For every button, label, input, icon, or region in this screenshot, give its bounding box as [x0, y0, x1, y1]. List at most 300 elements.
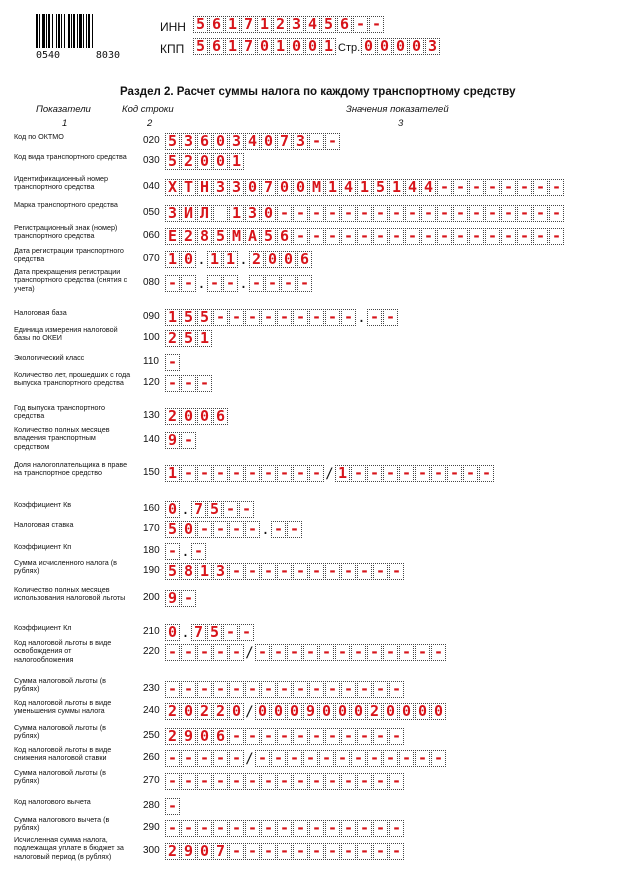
- char-cell[interactable]: -: [353, 16, 368, 33]
- char-cell[interactable]: -: [517, 205, 532, 222]
- char-cell[interactable]: -: [229, 843, 244, 860]
- char-cell[interactable]: -: [245, 843, 260, 860]
- char-cell[interactable]: 2: [181, 153, 196, 170]
- char-cell[interactable]: 7: [261, 179, 276, 196]
- char-cell[interactable]: -: [239, 501, 254, 518]
- row-value-field[interactable]: [165, 408, 229, 425]
- char-cell[interactable]: -: [213, 820, 228, 837]
- char-cell[interactable]: -: [265, 275, 280, 292]
- char-cell[interactable]: -: [309, 728, 324, 745]
- char-cell[interactable]: -: [181, 465, 196, 482]
- char-cell[interactable]: -: [165, 681, 180, 698]
- char-cell[interactable]: 5: [181, 330, 196, 347]
- row-value-field[interactable]: [165, 728, 405, 745]
- row-value-field[interactable]: [165, 681, 405, 698]
- char-cell[interactable]: 9: [165, 590, 180, 607]
- char-cell[interactable]: 0: [197, 728, 212, 745]
- char-cell[interactable]: 1: [257, 16, 272, 33]
- char-cell[interactable]: -: [325, 820, 340, 837]
- row-value-field[interactable]: [165, 703, 447, 720]
- char-cell[interactable]: 1: [335, 465, 350, 482]
- char-cell[interactable]: -: [373, 681, 388, 698]
- char-cell[interactable]: -: [191, 543, 206, 560]
- char-cell[interactable]: -: [309, 133, 324, 150]
- char-cell[interactable]: -: [239, 624, 254, 641]
- char-cell[interactable]: 6: [277, 228, 292, 245]
- char-cell[interactable]: 0: [415, 703, 430, 720]
- char-cell[interactable]: 1: [357, 179, 372, 196]
- char-cell[interactable]: 0: [181, 408, 196, 425]
- char-cell[interactable]: -: [325, 309, 340, 326]
- char-cell[interactable]: -: [165, 750, 180, 767]
- row-value-field[interactable]: [165, 521, 303, 538]
- row-value-field[interactable]: [165, 205, 565, 222]
- char-cell[interactable]: 0: [289, 38, 304, 55]
- char-cell[interactable]: -: [351, 644, 366, 661]
- char-cell[interactable]: 3: [213, 563, 228, 580]
- char-cell[interactable]: -: [309, 228, 324, 245]
- char-cell[interactable]: -: [261, 563, 276, 580]
- char-cell[interactable]: -: [277, 309, 292, 326]
- char-cell[interactable]: -: [437, 228, 452, 245]
- char-cell[interactable]: 5: [181, 309, 196, 326]
- char-cell[interactable]: -: [165, 543, 180, 560]
- char-cell[interactable]: -: [373, 728, 388, 745]
- char-cell[interactable]: -: [517, 228, 532, 245]
- char-cell[interactable]: 0: [287, 703, 302, 720]
- char-cell[interactable]: -: [373, 843, 388, 860]
- char-cell[interactable]: 4: [245, 133, 260, 150]
- char-cell[interactable]: 0: [181, 251, 196, 268]
- char-cell[interactable]: -: [293, 205, 308, 222]
- char-cell[interactable]: -: [165, 820, 180, 837]
- char-cell[interactable]: 1: [197, 563, 212, 580]
- char-cell[interactable]: 1: [165, 309, 180, 326]
- char-cell[interactable]: -: [229, 521, 244, 538]
- char-cell[interactable]: -: [213, 750, 228, 767]
- char-cell[interactable]: -: [453, 179, 468, 196]
- char-cell[interactable]: -: [373, 773, 388, 790]
- char-cell[interactable]: 2: [165, 408, 180, 425]
- char-cell[interactable]: 3: [229, 133, 244, 150]
- char-cell[interactable]: -: [197, 465, 212, 482]
- char-cell[interactable]: 2: [273, 16, 288, 33]
- char-cell[interactable]: 0: [383, 703, 398, 720]
- char-cell[interactable]: -: [297, 275, 312, 292]
- char-cell[interactable]: -: [223, 624, 238, 641]
- char-cell[interactable]: 7: [191, 624, 206, 641]
- char-cell[interactable]: -: [181, 590, 196, 607]
- char-cell[interactable]: -: [261, 773, 276, 790]
- row-value-field[interactable]: [165, 644, 447, 661]
- char-cell[interactable]: -: [165, 275, 180, 292]
- char-cell[interactable]: -: [277, 205, 292, 222]
- char-cell[interactable]: 0: [197, 408, 212, 425]
- row-value-field[interactable]: [165, 153, 245, 170]
- char-cell[interactable]: -: [405, 228, 420, 245]
- char-cell[interactable]: -: [207, 275, 222, 292]
- char-cell[interactable]: -: [399, 465, 414, 482]
- row-value-field[interactable]: [165, 798, 181, 815]
- char-cell[interactable]: 0: [431, 703, 446, 720]
- char-cell[interactable]: -: [373, 228, 388, 245]
- char-cell[interactable]: -: [367, 465, 382, 482]
- char-cell[interactable]: -: [415, 644, 430, 661]
- char-cell[interactable]: -: [229, 681, 244, 698]
- char-cell[interactable]: 5: [373, 179, 388, 196]
- char-cell[interactable]: -: [261, 843, 276, 860]
- char-cell[interactable]: 6: [209, 38, 224, 55]
- char-cell[interactable]: 4: [421, 179, 436, 196]
- char-cell[interactable]: 1: [165, 251, 180, 268]
- char-cell[interactable]: -: [181, 750, 196, 767]
- char-cell[interactable]: -: [341, 843, 356, 860]
- char-cell[interactable]: -: [325, 681, 340, 698]
- char-cell[interactable]: -: [341, 681, 356, 698]
- char-cell[interactable]: 3: [245, 205, 260, 222]
- char-cell[interactable]: 2: [165, 843, 180, 860]
- char-cell[interactable]: 0: [271, 703, 286, 720]
- row-value-field[interactable]: [165, 228, 565, 245]
- char-cell[interactable]: 0: [281, 251, 296, 268]
- char-cell[interactable]: -: [277, 773, 292, 790]
- char-cell[interactable]: -: [309, 773, 324, 790]
- char-cell[interactable]: 0: [213, 153, 228, 170]
- char-cell[interactable]: -: [437, 205, 452, 222]
- char-cell[interactable]: 0: [245, 179, 260, 196]
- char-cell[interactable]: -: [415, 750, 430, 767]
- char-cell[interactable]: -: [431, 644, 446, 661]
- char-cell[interactable]: -: [181, 820, 196, 837]
- char-cell[interactable]: -: [293, 728, 308, 745]
- char-cell[interactable]: 2: [249, 251, 264, 268]
- char-cell[interactable]: -: [223, 275, 238, 292]
- char-cell[interactable]: [213, 205, 228, 222]
- char-cell[interactable]: -: [389, 563, 404, 580]
- char-cell[interactable]: -: [383, 309, 398, 326]
- char-cell[interactable]: -: [255, 644, 270, 661]
- char-cell[interactable]: 3: [181, 133, 196, 150]
- row-value-field[interactable]: [165, 179, 565, 196]
- char-cell[interactable]: З: [165, 205, 180, 222]
- char-cell[interactable]: 1: [325, 179, 340, 196]
- char-cell[interactable]: -: [287, 750, 302, 767]
- char-cell[interactable]: -: [277, 820, 292, 837]
- char-cell[interactable]: -: [249, 275, 264, 292]
- char-cell[interactable]: -: [261, 681, 276, 698]
- char-cell[interactable]: -: [229, 644, 244, 661]
- char-cell[interactable]: -: [357, 228, 372, 245]
- char-cell[interactable]: -: [245, 773, 260, 790]
- char-cell[interactable]: -: [389, 843, 404, 860]
- char-cell[interactable]: -: [501, 179, 516, 196]
- char-cell[interactable]: -: [463, 465, 478, 482]
- char-cell[interactable]: -: [485, 205, 500, 222]
- char-cell[interactable]: -: [389, 205, 404, 222]
- char-cell[interactable]: 5: [165, 563, 180, 580]
- char-cell[interactable]: -: [341, 309, 356, 326]
- char-cell[interactable]: 3: [229, 179, 244, 196]
- char-cell[interactable]: 1: [229, 153, 244, 170]
- char-cell[interactable]: И: [181, 205, 196, 222]
- char-cell[interactable]: 9: [181, 728, 196, 745]
- char-cell[interactable]: -: [181, 644, 196, 661]
- row-value-field[interactable]: [165, 624, 255, 641]
- char-cell[interactable]: -: [453, 205, 468, 222]
- char-cell[interactable]: 5: [207, 501, 222, 518]
- char-cell[interactable]: -: [373, 205, 388, 222]
- char-cell[interactable]: -: [277, 728, 292, 745]
- char-cell[interactable]: -: [517, 179, 532, 196]
- char-cell[interactable]: 0: [165, 624, 180, 641]
- char-cell[interactable]: -: [309, 843, 324, 860]
- char-cell[interactable]: -: [533, 205, 548, 222]
- char-cell[interactable]: 1: [389, 179, 404, 196]
- char-cell[interactable]: -: [357, 843, 372, 860]
- char-cell[interactable]: -: [399, 644, 414, 661]
- char-cell[interactable]: 5: [207, 624, 222, 641]
- char-cell[interactable]: 5: [193, 38, 208, 55]
- char-cell[interactable]: 1: [229, 205, 244, 222]
- row-value-field[interactable]: [165, 773, 405, 790]
- char-cell[interactable]: 1: [165, 465, 180, 482]
- row-value-field[interactable]: [165, 563, 405, 580]
- char-cell[interactable]: -: [229, 563, 244, 580]
- char-cell[interactable]: -: [325, 563, 340, 580]
- char-cell[interactable]: -: [335, 644, 350, 661]
- char-cell[interactable]: 6: [297, 251, 312, 268]
- char-cell[interactable]: 1: [273, 38, 288, 55]
- char-cell[interactable]: -: [341, 773, 356, 790]
- row-value-field[interactable]: [165, 501, 255, 518]
- char-cell[interactable]: -: [351, 750, 366, 767]
- char-cell[interactable]: A: [245, 228, 260, 245]
- char-cell[interactable]: 0: [377, 38, 392, 55]
- char-cell[interactable]: -: [229, 728, 244, 745]
- char-cell[interactable]: 0: [335, 703, 350, 720]
- char-cell[interactable]: -: [389, 773, 404, 790]
- char-cell[interactable]: 0: [319, 703, 334, 720]
- char-cell[interactable]: -: [245, 309, 260, 326]
- char-cell[interactable]: 2: [197, 703, 212, 720]
- row-value-field[interactable]: [165, 820, 405, 837]
- char-cell[interactable]: -: [181, 681, 196, 698]
- char-cell[interactable]: -: [223, 501, 238, 518]
- char-cell[interactable]: -: [431, 465, 446, 482]
- char-cell[interactable]: 5: [261, 228, 276, 245]
- char-cell[interactable]: -: [165, 354, 180, 371]
- char-cell[interactable]: -: [469, 179, 484, 196]
- char-cell[interactable]: -: [281, 275, 296, 292]
- char-cell[interactable]: -: [421, 205, 436, 222]
- page-number-field[interactable]: [361, 38, 441, 55]
- char-cell[interactable]: -: [369, 16, 384, 33]
- row-value-field[interactable]: [165, 543, 207, 560]
- char-cell[interactable]: -: [383, 750, 398, 767]
- char-cell[interactable]: 0: [361, 38, 376, 55]
- char-cell[interactable]: 0: [399, 703, 414, 720]
- char-cell[interactable]: -: [277, 843, 292, 860]
- char-cell[interactable]: 1: [225, 38, 240, 55]
- char-cell[interactable]: -: [341, 820, 356, 837]
- char-cell[interactable]: -: [197, 750, 212, 767]
- row-value-field[interactable]: [165, 354, 181, 371]
- char-cell[interactable]: -: [245, 728, 260, 745]
- char-cell[interactable]: -: [165, 773, 180, 790]
- char-cell[interactable]: 4: [305, 16, 320, 33]
- char-cell[interactable]: 3: [293, 133, 308, 150]
- char-cell[interactable]: 2: [213, 703, 228, 720]
- char-cell[interactable]: -: [197, 644, 212, 661]
- char-cell[interactable]: 6: [197, 133, 212, 150]
- char-cell[interactable]: 0: [257, 38, 272, 55]
- char-cell[interactable]: -: [255, 750, 270, 767]
- char-cell[interactable]: 0: [261, 133, 276, 150]
- char-cell[interactable]: 0: [393, 38, 408, 55]
- char-cell[interactable]: 1: [321, 38, 336, 55]
- char-cell[interactable]: 5: [165, 521, 180, 538]
- char-cell[interactable]: 2: [165, 330, 180, 347]
- char-cell[interactable]: 2: [165, 703, 180, 720]
- char-cell[interactable]: -: [261, 309, 276, 326]
- char-cell[interactable]: -: [415, 465, 430, 482]
- char-cell[interactable]: 2: [165, 728, 180, 745]
- char-cell[interactable]: 0: [213, 133, 228, 150]
- char-cell[interactable]: -: [341, 563, 356, 580]
- char-cell[interactable]: -: [277, 465, 292, 482]
- char-cell[interactable]: -: [181, 773, 196, 790]
- row-value-field[interactable]: [165, 465, 495, 482]
- char-cell[interactable]: -: [367, 644, 382, 661]
- char-cell[interactable]: -: [389, 681, 404, 698]
- char-cell[interactable]: -: [325, 228, 340, 245]
- inn-field[interactable]: [193, 16, 385, 33]
- char-cell[interactable]: -: [293, 773, 308, 790]
- row-value-field[interactable]: [165, 251, 313, 268]
- row-value-field[interactable]: [165, 133, 341, 150]
- char-cell[interactable]: -: [469, 205, 484, 222]
- char-cell[interactable]: 5: [165, 133, 180, 150]
- char-cell[interactable]: -: [181, 432, 196, 449]
- kpp-field[interactable]: [193, 38, 337, 55]
- char-cell[interactable]: -: [367, 309, 382, 326]
- char-cell[interactable]: -: [245, 563, 260, 580]
- char-cell[interactable]: -: [287, 644, 302, 661]
- char-cell[interactable]: -: [421, 228, 436, 245]
- row-value-field[interactable]: [165, 330, 213, 347]
- char-cell[interactable]: -: [245, 820, 260, 837]
- char-cell[interactable]: 3: [425, 38, 440, 55]
- char-cell[interactable]: 7: [241, 16, 256, 33]
- char-cell[interactable]: -: [271, 750, 286, 767]
- char-cell[interactable]: -: [213, 681, 228, 698]
- char-cell[interactable]: -: [197, 773, 212, 790]
- char-cell[interactable]: -: [341, 228, 356, 245]
- char-cell[interactable]: -: [357, 728, 372, 745]
- char-cell[interactable]: 0: [197, 153, 212, 170]
- char-cell[interactable]: -: [197, 375, 212, 392]
- char-cell[interactable]: -: [229, 309, 244, 326]
- char-cell[interactable]: -: [549, 228, 564, 245]
- char-cell[interactable]: 0: [197, 843, 212, 860]
- char-cell[interactable]: -: [261, 728, 276, 745]
- char-cell[interactable]: -: [197, 521, 212, 538]
- char-cell[interactable]: -: [357, 205, 372, 222]
- char-cell[interactable]: -: [293, 681, 308, 698]
- char-cell[interactable]: -: [357, 563, 372, 580]
- char-cell[interactable]: -: [447, 465, 462, 482]
- char-cell[interactable]: 0: [277, 179, 292, 196]
- char-cell[interactable]: -: [389, 728, 404, 745]
- char-cell[interactable]: 5: [197, 309, 212, 326]
- char-cell[interactable]: -: [229, 820, 244, 837]
- char-cell[interactable]: -: [303, 750, 318, 767]
- char-cell[interactable]: -: [213, 521, 228, 538]
- char-cell[interactable]: Л: [197, 205, 212, 222]
- char-cell[interactable]: -: [325, 205, 340, 222]
- char-cell[interactable]: 1: [223, 251, 238, 268]
- char-cell[interactable]: -: [431, 750, 446, 767]
- char-cell[interactable]: -: [309, 309, 324, 326]
- char-cell[interactable]: -: [277, 681, 292, 698]
- char-cell[interactable]: 6: [213, 408, 228, 425]
- row-value-field[interactable]: [165, 432, 197, 449]
- char-cell[interactable]: -: [357, 820, 372, 837]
- char-cell[interactable]: 9: [165, 432, 180, 449]
- char-cell[interactable]: -: [309, 681, 324, 698]
- char-cell[interactable]: -: [533, 179, 548, 196]
- char-cell[interactable]: 0: [255, 703, 270, 720]
- char-cell[interactable]: -: [341, 205, 356, 222]
- char-cell[interactable]: 4: [405, 179, 420, 196]
- row-value-field[interactable]: [165, 275, 313, 292]
- char-cell[interactable]: 8: [197, 228, 212, 245]
- char-cell[interactable]: -: [373, 563, 388, 580]
- char-cell[interactable]: -: [213, 644, 228, 661]
- char-cell[interactable]: -: [325, 843, 340, 860]
- char-cell[interactable]: -: [549, 179, 564, 196]
- char-cell[interactable]: -: [533, 228, 548, 245]
- char-cell[interactable]: 8: [181, 563, 196, 580]
- char-cell[interactable]: -: [165, 644, 180, 661]
- char-cell[interactable]: 2: [181, 228, 196, 245]
- char-cell[interactable]: 7: [277, 133, 292, 150]
- char-cell[interactable]: -: [229, 773, 244, 790]
- char-cell[interactable]: -: [309, 563, 324, 580]
- char-cell[interactable]: -: [325, 133, 340, 150]
- char-cell[interactable]: -: [341, 728, 356, 745]
- char-cell[interactable]: -: [293, 309, 308, 326]
- char-cell[interactable]: 7: [241, 38, 256, 55]
- char-cell[interactable]: -: [399, 750, 414, 767]
- row-value-field[interactable]: [165, 843, 405, 860]
- char-cell[interactable]: 0: [265, 251, 280, 268]
- char-cell[interactable]: -: [261, 465, 276, 482]
- char-cell[interactable]: -: [293, 820, 308, 837]
- char-cell[interactable]: 0: [181, 703, 196, 720]
- char-cell[interactable]: -: [293, 563, 308, 580]
- char-cell[interactable]: -: [181, 375, 196, 392]
- char-cell[interactable]: M: [309, 179, 324, 196]
- char-cell[interactable]: -: [293, 465, 308, 482]
- char-cell[interactable]: 0: [409, 38, 424, 55]
- char-cell[interactable]: -: [277, 563, 292, 580]
- char-cell[interactable]: -: [319, 750, 334, 767]
- char-cell[interactable]: 5: [213, 228, 228, 245]
- char-cell[interactable]: -: [197, 681, 212, 698]
- char-cell[interactable]: H: [197, 179, 212, 196]
- char-cell[interactable]: -: [309, 205, 324, 222]
